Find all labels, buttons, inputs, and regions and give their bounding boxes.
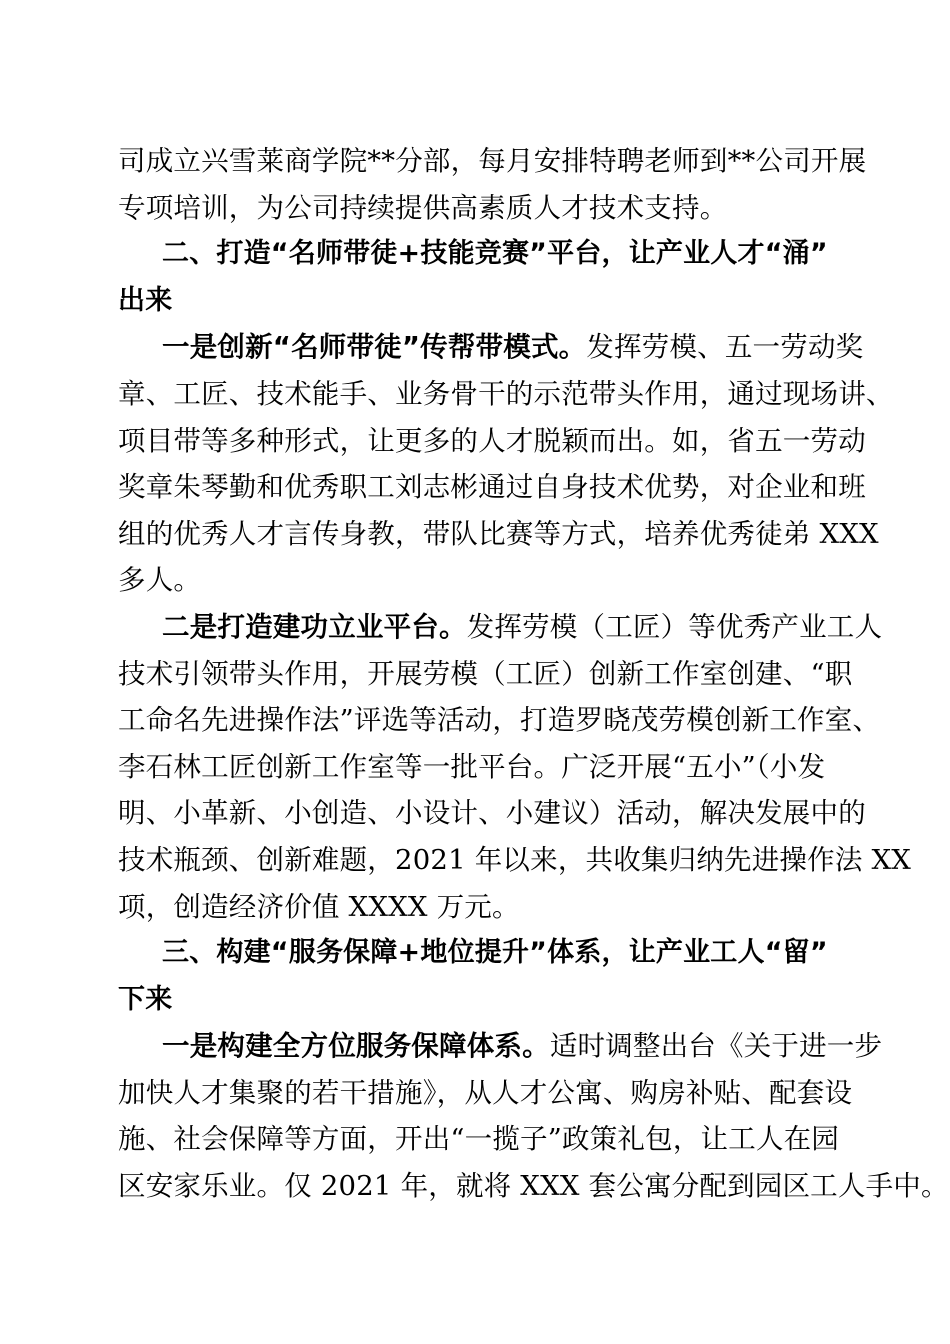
body-text-line: 技术瓶颈、创新难题，2021 年以来，共收集归纳先进操作法 XX: [118, 843, 912, 876]
paragraph-first-line: [118, 1023, 883, 1070]
paragraph-text: 适时调整出台《关于进一步: [549, 1030, 883, 1063]
body-text-line: 李石林工匠创新工作室等一批平台。广泛开展“五小”（小发: [118, 750, 826, 783]
body-text-line: 工命名先进操作法”评选等活动，打造罗晓茂劳模创新工作室、: [118, 704, 881, 737]
document-body: [118, 138, 949, 1210]
section-heading-continuation: 下来: [118, 983, 173, 1015]
paragraph-first-line: [118, 604, 883, 651]
paragraph-first-line: [118, 324, 864, 371]
body-text-line: 项，创造经济价值 XXXX 万元。: [118, 890, 520, 923]
body-text-line: 项目带等多种形式，让更多的人才脱颖而出。如，省五一劳动: [118, 424, 866, 457]
body-text-line: 专项培训，为公司持续提供高素质人才技术支持。: [118, 191, 728, 224]
section-heading-continuation: 出来: [118, 284, 173, 316]
section-heading: 三、构建“服务保障+地位提升”体系，让产业工人“留”: [162, 937, 828, 969]
body-text-line: 技术引领带头作用，开展劳模（工匠）创新工作室创建、“职: [118, 657, 853, 690]
paragraph-text: 发挥劳模（工匠）等优秀产业工人: [466, 610, 883, 643]
body-text-line: 章、工匠、技术能手、业务骨干的示范带头作用，通过现场讲、: [118, 377, 894, 410]
body-text-line: 加快人才集聚的若干措施》，从人才公寓、购房补贴、配套设: [118, 1076, 853, 1109]
paragraph-lead: 二是打造建功立业平台。: [162, 610, 467, 643]
paragraph-lead: 一是创新“名师带徒”传帮带模式。: [162, 331, 587, 364]
body-text-line: 多人。: [118, 564, 202, 597]
paragraph-text: 发挥劳模、五一劳动奖: [586, 331, 864, 364]
body-text-line: 明、小革新、小创造、小设计、小建议）活动，解决发展中的: [118, 797, 866, 830]
body-text-line: 施、社会保障等方面，开出“一揽子”政策礼包，让工人在园: [118, 1123, 840, 1156]
body-text-line: 奖章朱琴勤和优秀职工刘志彬通过自身技术优势，对企业和班: [118, 471, 866, 504]
body-text-line: 司成立兴雪莱商学院**分部，每月安排特聘老师到**公司开展: [118, 145, 867, 177]
body-text-line: 区安家乐业。仅 2021 年，就将 XXX 套公寓分配到园区工人手中。: [118, 1170, 949, 1203]
section-heading: 二、打造“名师带徒+技能竞赛”平台，让产业人才“涌”: [162, 238, 828, 270]
paragraph-lead: 一是构建全方位服务保障体系。: [162, 1030, 550, 1063]
body-text-line: 组的优秀人才言传身教，带队比赛等方式，培养优秀徒弟 XXX: [118, 517, 879, 550]
